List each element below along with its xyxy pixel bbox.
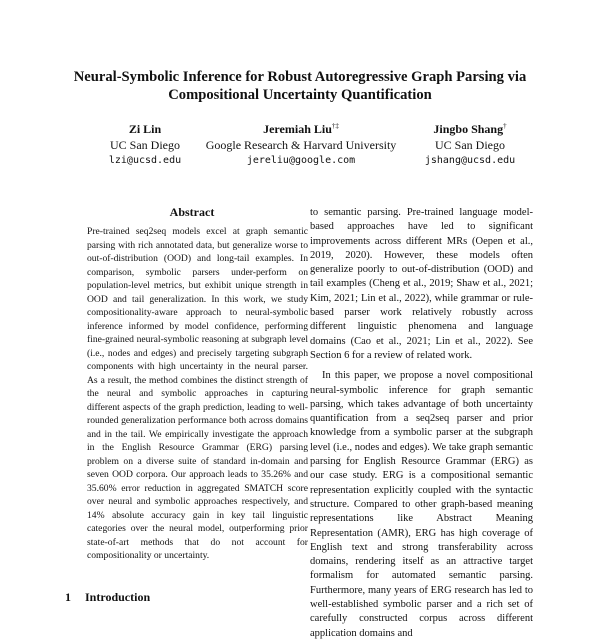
section-heading-introduction: 1 Introduction xyxy=(65,590,151,604)
author-name: Jeremiah Liu†‡ xyxy=(263,122,339,136)
author-jingbo-shang xyxy=(390,118,550,169)
author-block xyxy=(40,118,560,178)
author-jeremiah-liu xyxy=(182,118,420,169)
abstract-heading: Abstract xyxy=(169,205,215,219)
abstract-body: Pre-trained seq2seq models excel at graph semantic parsing with rich annotated data, but generalize worse to out-of-distribution (OOD) and long-tail examples. In comparison, symbolic parsers under-perform on population-level metrics, but exhibit unique strength in OOD and tail generalization. In this work, we study compositionality-aware approach to neural-symbolic inference informed by model confidence, performing fine-grained neural-symbolic reasoning at subgraph level (i.e., nodes and edges) and precisely targeting subgraph components with high uncertainty in the neural parser. As a result, the method combines the distinct strength of the neural and symbolic approaches in capturing different aspects of the graph prediction, leading to well-rounded generalization performance both across domains and in the tail. We empirically investigate the approach in the English Resource Grammar (ERG) parsing problem on a diverse suite of standard in-domain and seven OOD corpora. Our approach leads to 35.26% and 35.60% error reduction in aggregated SMATCH score over neural and symbolic approaches respectively, and 14% absolute accuracy gain in key tail linguistic categories over the neural model, outperforming prior state-of-art methods that do not account for compositionality or uncertainty. xyxy=(87,226,308,561)
author-name: Jingbo Shang† xyxy=(433,122,507,136)
author-email: jshang@ucsd.edu xyxy=(424,155,516,166)
author-name: Zi Lin xyxy=(128,122,162,136)
paragraph: In this paper, we propose a novel compositional neural-symbolic inference for graph semantic parsing, which takes advantage of both uncertainty quantification from a seq2seq parser and prior knowledge from a symbolic parser at the subgraph level (i.e., nodes and edges). We take graph semantic parsing for English Resource Grammar (ERG) as our case study. ERG is a compositional semantic representation explicitly coupled with the syntactic structure. Compared to other graph-based meaning representations like Abstract Meaning Representation (AMR), ERG has high coverage of English text and strong transferability across domains, rendering itself as an attractive target formalism for automated semantic parsing. Furthermore, many years of ERG research has led to well-established symbolic parser and a rich set of carefully constructed corpus across different application domains and xyxy=(310,370,533,639)
author-affiliation: UC San Diego xyxy=(110,138,180,152)
right-column-text xyxy=(310,206,533,641)
author-email: lzi@ucsd.edu xyxy=(108,155,182,166)
author-affiliation: Google Research & Harvard University xyxy=(205,138,397,152)
author-affiliation: UC San Diego xyxy=(435,138,505,152)
author-email: jereliu@google.com xyxy=(246,155,356,166)
paper-title: Neural-Symbolic Inference for Robust Autoregressive Graph Parsing via Compositional Uncertainty Quantification xyxy=(73,69,527,103)
paragraph: to semantic parsing. Pre-trained language model-based approaches have led to significant improvements across different MRs (Oepen et al., 2019, 2020). However, these models often generalize poorly to out-of-distribution (OOD) and tail examples (Cheng et al., 2019; Shaw et al., 2021; Kim, 2021; Lin et al., 2022), while grammar or rule-based parser work relatively robustly across different linguistic phenomena and language domains (Cao et al., 2021; Lin et al., 2022). See Section 6 for a review of related work. xyxy=(310,207,533,361)
